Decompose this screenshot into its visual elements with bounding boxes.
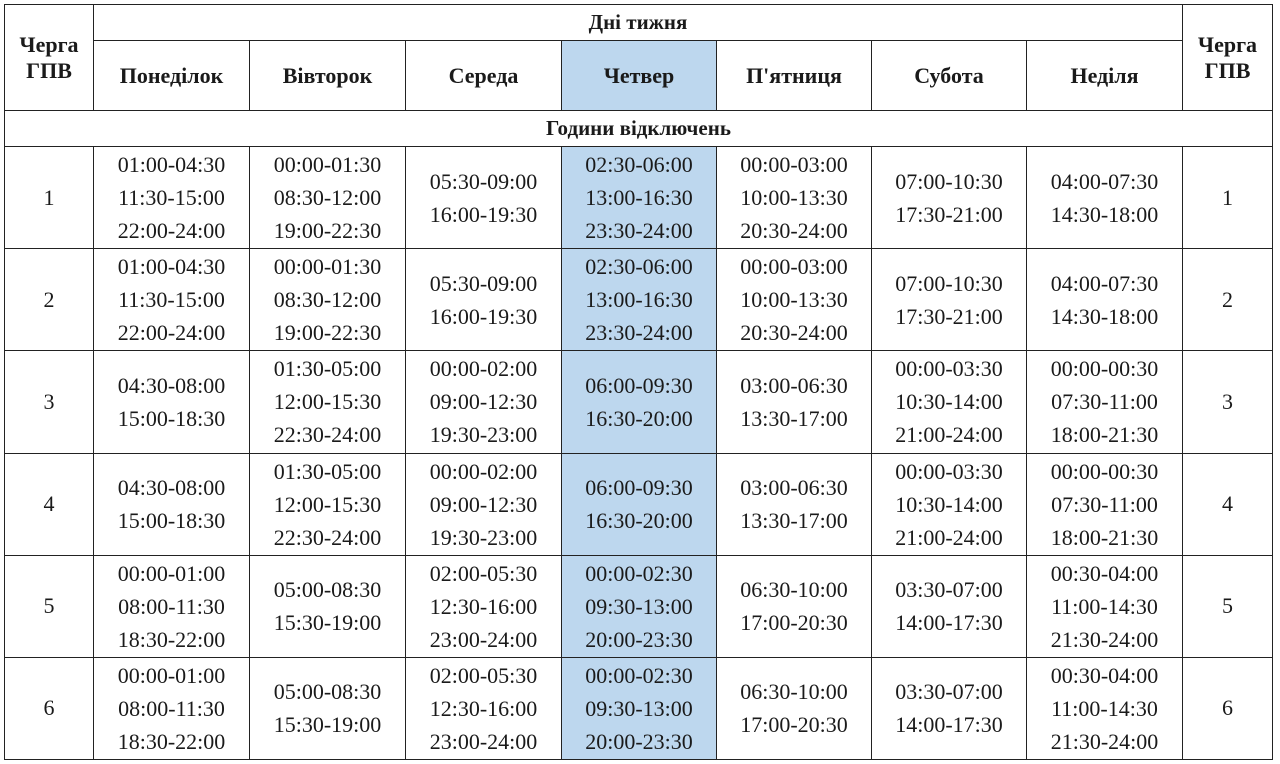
outage-cell (717, 249, 872, 351)
queue-row-1 (5, 147, 1273, 249)
day-names-row (5, 41, 1273, 111)
time-slot: 09:30-13:00 (585, 695, 693, 721)
time-slot: 00:30-04:00 (1050, 560, 1159, 586)
time-slot: 07:30-11:00 (1051, 389, 1158, 415)
time-slot: 00:00-03:00 (740, 254, 848, 280)
queue-number-right: 2 (1183, 249, 1273, 351)
queue-number-left: 2 (5, 249, 94, 351)
time-slot: 02:00-05:30 (429, 560, 538, 586)
day-header-1: Понеділок (94, 41, 250, 111)
time-slot: 20:30-24:00 (740, 218, 848, 244)
time-slot: 13:00-16:30 (585, 287, 693, 313)
outage-cell (406, 249, 562, 351)
time-slot: 07:30-11:00 (1051, 491, 1158, 517)
queue-row-5 (5, 555, 1273, 657)
queue-number-left: 1 (5, 147, 94, 249)
time-slot: 20:30-24:00 (740, 320, 848, 346)
queue-header-right-line2: ГПВ (1204, 57, 1251, 83)
time-slot: 05:30-09:00 (429, 270, 538, 296)
outage-schedule-table (4, 4, 1273, 760)
time-slot: 12:00-15:30 (273, 389, 382, 415)
queue-header-left (5, 5, 94, 111)
time-slot: 12:30-16:00 (429, 695, 538, 721)
queue-number-right: 1 (1183, 147, 1273, 249)
time-slot: 09:00-12:30 (429, 389, 538, 415)
time-slot: 03:00-06:30 (740, 372, 848, 398)
time-slot: 23:30-24:00 (585, 218, 693, 244)
time-slot: 14:00-17:30 (895, 610, 1003, 636)
outage-cell (94, 555, 250, 657)
outage-cell (717, 147, 872, 249)
time-slot: 06:30-10:00 (740, 679, 848, 705)
outage-cell (406, 147, 562, 249)
time-slot: 08:30-12:00 (273, 185, 382, 211)
time-slot: 00:00-00:30 (1050, 356, 1159, 382)
time-slot: 01:00-04:30 (117, 254, 226, 280)
outage-cell (1027, 555, 1183, 657)
outage-cell (94, 657, 250, 759)
day-header-5: П'ятниця (717, 41, 872, 111)
time-slot: 00:00-02:00 (429, 458, 538, 484)
outage-cell (872, 351, 1027, 453)
time-slot: 19:00-22:30 (273, 218, 382, 244)
time-slot: 01:30-05:00 (273, 458, 382, 484)
time-slot: 17:30-21:00 (895, 303, 1003, 329)
outage-cell (717, 657, 872, 759)
outage-cell (406, 453, 562, 555)
outage-cell (872, 147, 1027, 249)
outage-cell (717, 351, 872, 453)
time-slot: 09:00-12:30 (429, 491, 538, 517)
time-slot: 19:00-22:30 (273, 320, 382, 346)
outage-hours-title: Години відключень (5, 111, 1273, 147)
time-slot: 04:00-07:30 (1050, 168, 1159, 194)
time-slot: 01:30-05:00 (273, 356, 382, 382)
time-slot: 09:30-13:00 (585, 593, 693, 619)
outage-cell (94, 249, 250, 351)
time-slot: 00:00-03:30 (895, 356, 1003, 382)
queue-header-left-line1: Черга (19, 31, 79, 57)
queue-number-right: 4 (1183, 453, 1273, 555)
time-slot: 15:30-19:00 (273, 712, 382, 738)
time-slot: 21:00-24:00 (895, 422, 1003, 448)
time-slot: 10:00-13:30 (740, 287, 848, 313)
outage-cell (562, 453, 717, 555)
time-slot: 11:00-14:30 (1051, 593, 1158, 619)
time-slot: 03:00-06:30 (740, 475, 848, 501)
time-slot: 20:00-23:30 (585, 626, 693, 652)
time-slot: 22:00-24:00 (117, 320, 226, 346)
time-slot: 06:00-09:30 (585, 475, 693, 501)
queue-header-right-line1: Черга (1197, 31, 1258, 57)
time-slot: 17:00-20:30 (740, 610, 848, 636)
time-slot: 21:00-24:00 (895, 524, 1003, 550)
time-slot: 18:30-22:00 (117, 728, 226, 754)
time-slot: 08:00-11:30 (118, 593, 225, 619)
queue-number-right: 3 (1183, 351, 1273, 453)
outage-cell (94, 453, 250, 555)
queue-number-left: 3 (5, 351, 94, 453)
queue-header-right (1183, 5, 1273, 111)
time-slot: 08:30-12:00 (273, 287, 382, 313)
time-slot: 12:30-16:00 (429, 593, 538, 619)
time-slot: 10:30-14:00 (895, 389, 1003, 415)
time-slot: 15:00-18:30 (117, 405, 226, 431)
time-slot: 13:00-16:30 (585, 185, 693, 211)
time-slot: 11:30-15:00 (118, 287, 225, 313)
time-slot: 05:00-08:30 (273, 577, 382, 603)
outage-cell (1027, 657, 1183, 759)
time-slot: 22:30-24:00 (273, 422, 382, 448)
time-slot: 14:30-18:00 (1050, 201, 1159, 227)
time-slot: 05:00-08:30 (273, 679, 382, 705)
time-slot: 06:30-10:00 (740, 577, 848, 603)
time-slot: 02:00-05:30 (429, 662, 538, 688)
time-slot: 19:30-23:00 (429, 524, 538, 550)
time-slot: 00:00-02:30 (585, 560, 693, 586)
outage-cell (562, 351, 717, 453)
time-slot: 00:00-01:00 (117, 560, 226, 586)
time-slot: 06:00-09:30 (585, 372, 693, 398)
time-slot: 00:00-03:00 (740, 152, 848, 178)
time-slot: 20:00-23:30 (585, 728, 693, 754)
time-slot: 00:00-01:30 (273, 152, 382, 178)
outage-cell (406, 351, 562, 453)
time-slot: 14:00-17:30 (895, 712, 1003, 738)
time-slot: 00:00-02:30 (585, 662, 693, 688)
time-slot: 00:00-01:00 (117, 662, 226, 688)
time-slot: 00:00-03:30 (895, 458, 1003, 484)
day-header-3: Середа (406, 41, 562, 111)
time-slot: 17:30-21:00 (895, 201, 1003, 227)
time-slot: 05:30-09:00 (429, 168, 538, 194)
time-slot: 01:00-04:30 (117, 152, 226, 178)
time-slot: 11:00-14:30 (1051, 695, 1158, 721)
time-slot: 04:30-08:00 (117, 475, 226, 501)
outage-cell (250, 249, 406, 351)
queue-number-right: 5 (1183, 555, 1273, 657)
time-slot: 07:00-10:30 (895, 270, 1003, 296)
outage-cell (1027, 147, 1183, 249)
queue-number-left: 4 (5, 453, 94, 555)
time-slot: 13:30-17:00 (740, 508, 848, 534)
outage-cell (250, 147, 406, 249)
time-slot: 04:00-07:30 (1050, 270, 1159, 296)
time-slot: 16:30-20:00 (585, 405, 693, 431)
time-slot: 21:30-24:00 (1050, 626, 1159, 652)
queue-number-left: 5 (5, 555, 94, 657)
time-slot: 00:00-01:30 (273, 254, 382, 280)
outage-cell (250, 555, 406, 657)
time-slot: 13:30-17:00 (740, 405, 848, 431)
time-slot: 22:00-24:00 (117, 218, 226, 244)
days-of-week-header: Дні тижня (94, 5, 1183, 41)
time-slot: 23:30-24:00 (585, 320, 693, 346)
outage-cell (94, 147, 250, 249)
queue-row-3 (5, 351, 1273, 453)
time-slot: 23:00-24:00 (429, 626, 538, 652)
time-slot: 02:30-06:00 (585, 152, 693, 178)
outage-cell (1027, 453, 1183, 555)
time-slot: 14:30-18:00 (1050, 303, 1159, 329)
day-header-6: Субота (872, 41, 1027, 111)
time-slot: 11:30-15:00 (118, 185, 225, 211)
queue-number-left: 6 (5, 657, 94, 759)
outage-cell (717, 555, 872, 657)
section-title-row (5, 111, 1273, 147)
time-slot: 00:00-00:30 (1050, 458, 1159, 484)
day-header-7: Неділя (1027, 41, 1183, 111)
header-row-top (5, 5, 1273, 41)
outage-cell (562, 249, 717, 351)
time-slot: 04:30-08:00 (117, 372, 226, 398)
queue-row-6 (5, 657, 1273, 759)
queue-number-right: 6 (1183, 657, 1273, 759)
outage-cell (250, 453, 406, 555)
outage-cell (872, 555, 1027, 657)
time-slot: 08:00-11:30 (118, 695, 225, 721)
outage-cell (406, 657, 562, 759)
time-slot: 02:30-06:00 (585, 254, 693, 280)
time-slot: 10:30-14:00 (895, 491, 1003, 517)
outage-cell (872, 657, 1027, 759)
time-slot: 03:30-07:00 (895, 679, 1003, 705)
time-slot: 16:00-19:30 (429, 201, 538, 227)
time-slot: 15:00-18:30 (117, 508, 226, 534)
queue-header-left-line2: ГПВ (26, 57, 72, 83)
time-slot: 07:00-10:30 (895, 168, 1003, 194)
outage-cell (872, 453, 1027, 555)
outage-cell (94, 351, 250, 453)
time-slot: 12:00-15:30 (273, 491, 382, 517)
queue-row-4 (5, 453, 1273, 555)
time-slot: 16:00-19:30 (429, 303, 538, 329)
outage-cell (406, 555, 562, 657)
time-slot: 03:30-07:00 (895, 577, 1003, 603)
outage-cell (562, 657, 717, 759)
time-slot: 23:00-24:00 (429, 728, 538, 754)
time-slot: 17:00-20:30 (740, 712, 848, 738)
time-slot: 00:00-02:00 (429, 356, 538, 382)
time-slot: 15:30-19:00 (273, 610, 382, 636)
queue-row-2 (5, 249, 1273, 351)
time-slot: 16:30-20:00 (585, 508, 693, 534)
outage-cell (250, 351, 406, 453)
time-slot: 18:00-21:30 (1050, 422, 1159, 448)
time-slot: 00:30-04:00 (1050, 662, 1159, 688)
outage-cell (250, 657, 406, 759)
day-header-2: Вівторок (250, 41, 406, 111)
outage-cell (872, 249, 1027, 351)
day-header-4: Четвер (562, 41, 717, 111)
time-slot: 18:30-22:00 (117, 626, 226, 652)
outage-cell (1027, 351, 1183, 453)
time-slot: 21:30-24:00 (1050, 728, 1159, 754)
time-slot: 19:30-23:00 (429, 422, 538, 448)
outage-cell (1027, 249, 1183, 351)
time-slot: 10:00-13:30 (740, 185, 848, 211)
outage-cell (562, 555, 717, 657)
time-slot: 18:00-21:30 (1050, 524, 1159, 550)
outage-cell (717, 453, 872, 555)
time-slot: 22:30-24:00 (273, 524, 382, 550)
outage-cell (562, 147, 717, 249)
